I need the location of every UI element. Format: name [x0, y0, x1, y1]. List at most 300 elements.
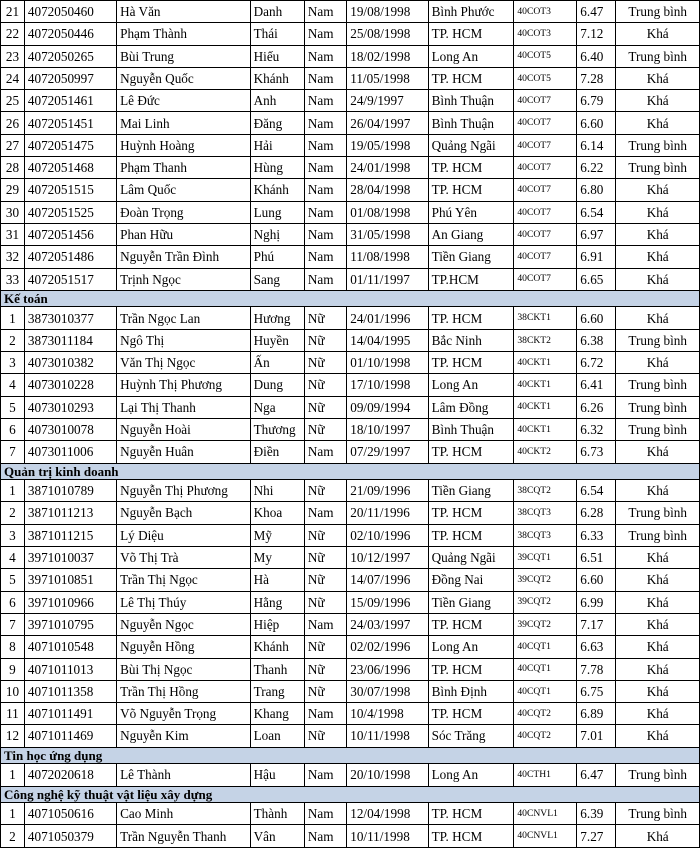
score-cell: 6.54 [577, 480, 616, 502]
surname-cell: Lê Thị Thúy [117, 591, 251, 613]
table-row [1, 524, 700, 546]
class-code-cell: 40COT7 [514, 246, 577, 268]
given-name-cell: Loan [250, 725, 304, 747]
given-name-cell: Trang [250, 680, 304, 702]
table-row [1, 352, 700, 374]
given-name-cell: Hương [250, 307, 304, 329]
birth-date-cell: 11/08/1998 [347, 246, 428, 268]
surname-cell: Cao Minh [117, 803, 251, 825]
classification-cell: Trung bình [616, 374, 700, 396]
surname-cell: Nguyễn Thị Phương [117, 480, 251, 502]
surname-cell: Huỳnh Thị Phương [117, 374, 251, 396]
score-cell: 6.65 [577, 268, 616, 290]
table-row [1, 374, 700, 396]
row-number-cell: 9 [1, 658, 25, 680]
gender-cell: Nữ [304, 396, 346, 418]
classification-cell: Khá [616, 23, 700, 45]
gender-cell: Nam [304, 179, 346, 201]
classification-cell: Trung bình [616, 45, 700, 67]
classification-cell: Khá [616, 268, 700, 290]
student-id-cell: 3873011184 [24, 329, 116, 351]
row-number-cell: 31 [1, 223, 25, 245]
birth-date-cell: 10/11/1998 [347, 825, 428, 847]
hometown-cell: TP. HCM [428, 825, 514, 847]
score-cell: 6.72 [577, 352, 616, 374]
classification-cell: Khá [616, 67, 700, 89]
surname-cell: Lâm Quốc [117, 179, 251, 201]
table-row [1, 246, 700, 268]
classification-cell: Khá [616, 613, 700, 635]
given-name-cell: Thương [250, 418, 304, 440]
hometown-cell: Bình Thuận [428, 112, 514, 134]
surname-cell: Nguyễn Quốc [117, 67, 251, 89]
score-cell: 6.14 [577, 134, 616, 156]
gender-cell: Nam [304, 803, 346, 825]
class-code-cell: 38CQT3 [514, 524, 577, 546]
class-code-cell: 40COT5 [514, 67, 577, 89]
row-number-cell: 25 [1, 90, 25, 112]
surname-cell: Nguyễn Ngọc [117, 613, 251, 635]
row-number-cell: 11 [1, 703, 25, 725]
gender-cell: Nữ [304, 569, 346, 591]
gender-cell: Nam [304, 441, 346, 463]
row-number-cell: 6 [1, 418, 25, 440]
row-number-cell: 8 [1, 636, 25, 658]
gender-cell: Nam [304, 825, 346, 847]
score-cell: 6.33 [577, 524, 616, 546]
hometown-cell: TP.HCM [428, 268, 514, 290]
given-name-cell: Hùng [250, 157, 304, 179]
table-row [1, 825, 700, 847]
gender-cell: Nữ [304, 352, 346, 374]
class-code-cell: 39CQT2 [514, 569, 577, 591]
score-cell: 7.12 [577, 23, 616, 45]
row-number-cell: 1 [1, 764, 25, 786]
classification-cell: Trung bình [616, 329, 700, 351]
table-row [1, 396, 700, 418]
row-number-cell: 27 [1, 134, 25, 156]
birth-date-cell: 19/05/1998 [347, 134, 428, 156]
classification-cell: Trung bình [616, 418, 700, 440]
gender-cell: Nam [304, 223, 346, 245]
gender-cell: Nam [304, 45, 346, 67]
given-name-cell: Hà [250, 569, 304, 591]
given-name-cell: Đăng [250, 112, 304, 134]
given-name-cell: Khánh [250, 67, 304, 89]
table-row [1, 329, 700, 351]
table-row [1, 201, 700, 223]
class-code-cell: 38CQT3 [514, 502, 577, 524]
hometown-cell: Bình Thuận [428, 90, 514, 112]
surname-cell: Phạm Thanh [117, 157, 251, 179]
surname-cell: Bùi Trung [117, 45, 251, 67]
score-cell: 6.75 [577, 680, 616, 702]
birth-date-cell: 21/09/1996 [347, 480, 428, 502]
score-cell: 6.32 [577, 418, 616, 440]
row-number-cell: 28 [1, 157, 25, 179]
class-code-cell: 38CKT1 [514, 307, 577, 329]
class-code-cell: 40COT3 [514, 23, 577, 45]
classification-cell: Trung bình [616, 1, 700, 23]
table-row [1, 480, 700, 502]
surname-cell: Võ Nguyễn Trọng [117, 703, 251, 725]
hometown-cell: TP. HCM [428, 352, 514, 374]
student-id-cell: 4071050379 [24, 825, 116, 847]
gender-cell: Nam [304, 703, 346, 725]
given-name-cell: Lung [250, 201, 304, 223]
student-id-cell: 4071010548 [24, 636, 116, 658]
row-number-cell: 3 [1, 352, 25, 374]
gender-cell: Nữ [304, 725, 346, 747]
section-title: Tin học ứng dụng [1, 747, 700, 764]
given-name-cell: Khánh [250, 179, 304, 201]
hometown-cell: Bình Định [428, 680, 514, 702]
table-row [1, 90, 700, 112]
section-title: Quản trị kinh doanh [1, 463, 700, 480]
gender-cell: Nữ [304, 658, 346, 680]
classification-cell: Khá [616, 591, 700, 613]
score-cell: 6.26 [577, 396, 616, 418]
class-code-cell: 39CQT2 [514, 591, 577, 613]
classification-cell: Khá [616, 201, 700, 223]
hometown-cell: Tiền Giang [428, 246, 514, 268]
gender-cell: Nữ [304, 547, 346, 569]
row-number-cell: 24 [1, 67, 25, 89]
student-id-cell: 4072051525 [24, 201, 116, 223]
given-name-cell: Vân [250, 825, 304, 847]
table-row [1, 67, 700, 89]
birth-date-cell: 12/04/1998 [347, 803, 428, 825]
classification-cell: Khá [616, 246, 700, 268]
score-cell: 6.60 [577, 569, 616, 591]
hometown-cell: Long An [428, 45, 514, 67]
birth-date-cell: 18/10/1997 [347, 418, 428, 440]
birth-date-cell: 24/03/1997 [347, 613, 428, 635]
classification-cell: Trung bình [616, 764, 700, 786]
gender-cell: Nữ [304, 636, 346, 658]
birth-date-cell: 30/07/1998 [347, 680, 428, 702]
student-id-cell: 4072050265 [24, 45, 116, 67]
class-code-cell: 40COT5 [514, 45, 577, 67]
hometown-cell: TP. HCM [428, 524, 514, 546]
student-id-cell: 4071011358 [24, 680, 116, 702]
given-name-cell: Nghị [250, 223, 304, 245]
birth-date-cell: 01/11/1997 [347, 268, 428, 290]
hometown-cell: Phú Yên [428, 201, 514, 223]
given-name-cell: Hậu [250, 764, 304, 786]
given-name-cell: Danh [250, 1, 304, 23]
row-number-cell: 1 [1, 803, 25, 825]
gender-cell: Nam [304, 268, 346, 290]
class-code-cell: 40COT7 [514, 90, 577, 112]
classification-cell: Khá [616, 725, 700, 747]
given-name-cell: Hải [250, 134, 304, 156]
birth-date-cell: 28/04/1998 [347, 179, 428, 201]
hometown-cell: TP. HCM [428, 179, 514, 201]
gender-cell: Nữ [304, 680, 346, 702]
table-row [1, 703, 700, 725]
hometown-cell: Long An [428, 764, 514, 786]
classification-cell: Khá [616, 547, 700, 569]
surname-cell: Võ Thị Trà [117, 547, 251, 569]
row-number-cell: 2 [1, 825, 25, 847]
classification-cell: Khá [616, 658, 700, 680]
score-cell: 6.22 [577, 157, 616, 179]
surname-cell: Hà Văn [117, 1, 251, 23]
student-id-cell: 4072051461 [24, 90, 116, 112]
birth-date-cell: 14/07/1996 [347, 569, 428, 591]
given-name-cell: Nhi [250, 480, 304, 502]
surname-cell: Ngô Thị [117, 329, 251, 351]
birth-date-cell: 10/4/1998 [347, 703, 428, 725]
student-id-cell: 4072051517 [24, 268, 116, 290]
classification-cell: Khá [616, 480, 700, 502]
class-code-cell: 40CNVL1 [514, 825, 577, 847]
classification-cell: Khá [616, 352, 700, 374]
class-code-cell: 40CKT1 [514, 352, 577, 374]
birth-date-cell: 09/09/1994 [347, 396, 428, 418]
score-cell: 6.99 [577, 591, 616, 613]
gender-cell: Nam [304, 246, 346, 268]
row-number-cell: 5 [1, 569, 25, 591]
surname-cell: Lê Đức [117, 90, 251, 112]
row-number-cell: 4 [1, 374, 25, 396]
table-row [1, 613, 700, 635]
row-number-cell: 2 [1, 502, 25, 524]
given-name-cell: Khoa [250, 502, 304, 524]
hometown-cell: Long An [428, 374, 514, 396]
birth-date-cell: 20/10/1998 [347, 764, 428, 786]
surname-cell: Văn Thị Ngọc [117, 352, 251, 374]
birth-date-cell: 18/02/1998 [347, 45, 428, 67]
birth-date-cell: 25/08/1998 [347, 23, 428, 45]
birth-date-cell: 01/08/1998 [347, 201, 428, 223]
row-number-cell: 3 [1, 524, 25, 546]
student-id-cell: 3971010795 [24, 613, 116, 635]
score-cell: 6.63 [577, 636, 616, 658]
hometown-cell: Tiền Giang [428, 591, 514, 613]
student-id-cell: 4072051515 [24, 179, 116, 201]
birth-date-cell: 19/08/1998 [347, 1, 428, 23]
table-row [1, 547, 700, 569]
table-row [1, 157, 700, 179]
classification-cell: Trung bình [616, 396, 700, 418]
row-number-cell: 2 [1, 329, 25, 351]
table-row [1, 441, 700, 463]
score-cell: 7.27 [577, 825, 616, 847]
given-name-cell: Thành [250, 803, 304, 825]
student-id-cell: 4072051475 [24, 134, 116, 156]
class-code-cell: 40CQT2 [514, 703, 577, 725]
class-code-cell: 40CQT2 [514, 725, 577, 747]
birth-date-cell: 31/05/1998 [347, 223, 428, 245]
birth-date-cell: 20/11/1996 [347, 502, 428, 524]
table-row [1, 223, 700, 245]
section-title: Kế toán [1, 290, 700, 307]
given-name-cell: Dung [250, 374, 304, 396]
given-name-cell: Phú [250, 246, 304, 268]
row-number-cell: 4 [1, 547, 25, 569]
score-cell: 6.80 [577, 179, 616, 201]
score-cell: 6.28 [577, 502, 616, 524]
surname-cell: Nguyễn Trần Đình [117, 246, 251, 268]
score-cell: 6.39 [577, 803, 616, 825]
classification-cell: Trung bình [616, 157, 700, 179]
table-row [1, 112, 700, 134]
surname-cell: Đoàn Trọng [117, 201, 251, 223]
hometown-cell: TP. HCM [428, 67, 514, 89]
hometown-cell: TP. HCM [428, 307, 514, 329]
student-id-cell: 4072050997 [24, 67, 116, 89]
row-number-cell: 30 [1, 201, 25, 223]
score-cell: 6.38 [577, 329, 616, 351]
gender-cell: Nam [304, 764, 346, 786]
student-id-cell: 4073010382 [24, 352, 116, 374]
birth-date-cell: 17/10/1998 [347, 374, 428, 396]
surname-cell: Mai Linh [117, 112, 251, 134]
surname-cell: Nguyễn Hoài [117, 418, 251, 440]
row-number-cell: 29 [1, 179, 25, 201]
student-id-cell: 4072051468 [24, 157, 116, 179]
student-id-cell: 4073010078 [24, 418, 116, 440]
table-row [1, 45, 700, 67]
class-code-cell: 40COT7 [514, 179, 577, 201]
row-number-cell: 12 [1, 725, 25, 747]
birth-date-cell: 11/05/1998 [347, 67, 428, 89]
gender-cell: Nam [304, 112, 346, 134]
student-id-cell: 4072050460 [24, 1, 116, 23]
row-number-cell: 7 [1, 613, 25, 635]
row-number-cell: 26 [1, 112, 25, 134]
given-name-cell: Hiếu [250, 45, 304, 67]
gender-cell: Nam [304, 157, 346, 179]
student-id-cell: 3971010037 [24, 547, 116, 569]
student-id-cell: 4072051456 [24, 223, 116, 245]
section-header [1, 786, 700, 803]
student-id-cell: 3873010377 [24, 307, 116, 329]
birth-date-cell: 01/10/1998 [347, 352, 428, 374]
gender-cell: Nữ [304, 329, 346, 351]
gender-cell: Nữ [304, 480, 346, 502]
table-row [1, 179, 700, 201]
surname-cell: Trịnh Ngọc [117, 268, 251, 290]
hometown-cell: Tiền Giang [428, 480, 514, 502]
class-code-cell: 40CKT1 [514, 418, 577, 440]
student-id-cell: 4073010293 [24, 396, 116, 418]
hometown-cell: TP. HCM [428, 613, 514, 635]
class-code-cell: 40CTH1 [514, 764, 577, 786]
classification-cell: Trung bình [616, 524, 700, 546]
student-id-cell: 3971010851 [24, 569, 116, 591]
student-id-cell: 3871011215 [24, 524, 116, 546]
given-name-cell: Nga [250, 396, 304, 418]
surname-cell: Nguyễn Hồng [117, 636, 251, 658]
surname-cell: Trần Ngọc Lan [117, 307, 251, 329]
student-id-cell: 4071011469 [24, 725, 116, 747]
surname-cell: Huỳnh Hoàng [117, 134, 251, 156]
table-row [1, 268, 700, 290]
score-cell: 6.47 [577, 1, 616, 23]
section-header [1, 747, 700, 764]
given-name-cell: Hằng [250, 591, 304, 613]
table-row [1, 502, 700, 524]
given-name-cell: Ấn [250, 352, 304, 374]
score-cell: 6.40 [577, 45, 616, 67]
row-number-cell: 33 [1, 268, 25, 290]
hometown-cell: Long An [428, 636, 514, 658]
score-cell: 7.78 [577, 658, 616, 680]
classification-cell: Khá [616, 680, 700, 702]
student-id-cell: 4072020618 [24, 764, 116, 786]
classification-cell: Khá [616, 441, 700, 463]
hometown-cell: Bình Phước [428, 1, 514, 23]
surname-cell: Nguyễn Huân [117, 441, 251, 463]
row-number-cell: 23 [1, 45, 25, 67]
score-cell: 6.54 [577, 201, 616, 223]
table-row [1, 764, 700, 786]
hometown-cell: Bình Thuận [428, 418, 514, 440]
row-number-cell: 21 [1, 1, 25, 23]
table-row [1, 680, 700, 702]
score-cell: 6.41 [577, 374, 616, 396]
classification-cell: Trung bình [616, 803, 700, 825]
table-row [1, 307, 700, 329]
surname-cell: Lê Thành [117, 764, 251, 786]
hometown-cell: TP. HCM [428, 441, 514, 463]
gender-cell: Nam [304, 67, 346, 89]
given-name-cell: Huyền [250, 329, 304, 351]
gender-cell: Nữ [304, 418, 346, 440]
score-cell: 6.51 [577, 547, 616, 569]
birth-date-cell: 07/29/1997 [347, 441, 428, 463]
gender-cell: Nữ [304, 591, 346, 613]
gender-cell: Nam [304, 134, 346, 156]
given-name-cell: Sang [250, 268, 304, 290]
hometown-cell: TP. HCM [428, 157, 514, 179]
surname-cell: Lý Diệu [117, 524, 251, 546]
gender-cell: Nữ [304, 374, 346, 396]
table-row [1, 725, 700, 747]
score-cell: 6.97 [577, 223, 616, 245]
surname-cell: Nguyễn Bạch [117, 502, 251, 524]
gender-cell: Nữ [304, 307, 346, 329]
surname-cell: Nguyễn Kim [117, 725, 251, 747]
gender-cell: Nam [304, 1, 346, 23]
score-cell: 6.73 [577, 441, 616, 463]
classification-cell: Khá [616, 569, 700, 591]
row-number-cell: 5 [1, 396, 25, 418]
gender-cell: Nam [304, 613, 346, 635]
section-header [1, 463, 700, 480]
birth-date-cell: 14/04/1995 [347, 329, 428, 351]
given-name-cell: Thái [250, 23, 304, 45]
class-code-cell: 38CQT2 [514, 480, 577, 502]
class-code-cell: 40CKT1 [514, 396, 577, 418]
table-row [1, 569, 700, 591]
class-code-cell: 40CQT1 [514, 680, 577, 702]
classification-cell: Khá [616, 703, 700, 725]
row-number-cell: 1 [1, 307, 25, 329]
surname-cell: Trần Nguyễn Thanh [117, 825, 251, 847]
score-cell: 6.79 [577, 90, 616, 112]
student-id-cell: 3871011213 [24, 502, 116, 524]
birth-date-cell: 15/09/1996 [347, 591, 428, 613]
classification-cell: Trung bình [616, 134, 700, 156]
surname-cell: Trần Thị Hồng [117, 680, 251, 702]
gender-cell: Nam [304, 201, 346, 223]
class-code-cell: 40COT7 [514, 157, 577, 179]
table-row [1, 658, 700, 680]
